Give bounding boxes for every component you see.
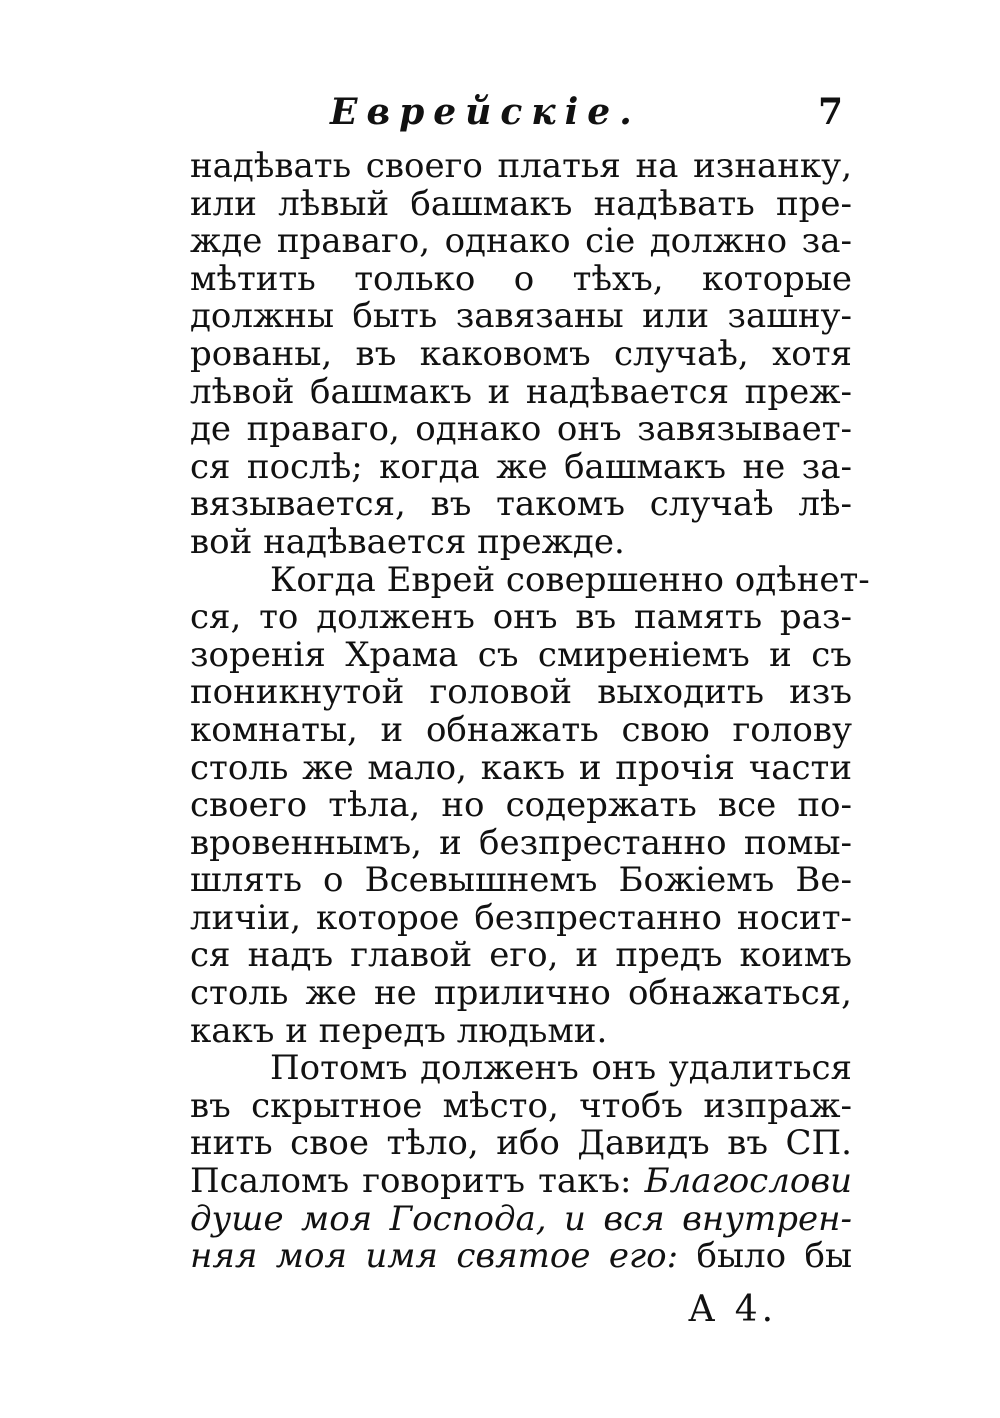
text-line: де праваго, однако онъ завязывает- [190,409,852,450]
running-title: Еврейскіе. [330,91,641,133]
text-line: ся, то долженъ онъ въ память раз- [190,597,852,638]
page-number: 7 [818,91,844,133]
text-line: столь же мало, какъ и прочія части [190,747,852,788]
text-line: поникнутой головой выходить изъ [190,672,852,713]
text-line: вой надѣвается прежде. [190,521,625,562]
text-line: жде праваго, однако сіе должно за- [190,221,852,262]
text-line: лѣвой башмакъ и надѣвается преж- [190,371,852,412]
text-line: въ скрытное мѣсто, чтобъ изпраж- [190,1085,852,1126]
italic-fragment: Благослови [644,1161,853,1202]
text-line: зоренія Храма съ смиреніемъ и съ [190,634,852,675]
text-line: вязывается, въ такомъ случаѣ лѣ- [190,484,852,525]
text-line: рованы, въ каковомъ случаѣ, хотя [190,333,852,374]
text-line: мѣтить только о тѣхъ, которые [190,258,852,299]
signature-mark: А 4. [688,1289,778,1330]
text-line: какъ и передъ людьми. [190,1010,608,1051]
text-line-mixed [190,1163,852,1201]
text-line: личіи, которое безпрестанно носит- [190,897,852,938]
text-line: должны быть завязаны или зашну- [190,296,852,337]
text-line: ся послѣ; когда же башмакъ не за- [190,446,852,487]
body-text [190,146,870,1277]
text-line: своего тѣла, но содержать все по- [190,785,852,826]
italic-fragment: душе моя Господа, и вся [190,1198,665,1239]
text-line: вровеннымъ, и безпрестанно помы- [190,822,852,863]
text-line: Потомъ долженъ онъ удалиться [270,1048,852,1089]
text-line: комнаты, и обнажать свою голову [190,709,852,750]
text-line: надѣвать своего платья на изнанку, [190,146,852,186]
text-fragment: было бы [696,1236,853,1277]
text-line: Когда Еврей совершенно одѣнет- [270,559,870,600]
text-line: или лѣвый башмакъ надѣвать пре- [190,183,852,224]
text-line-mixed [190,1238,852,1276]
italic-fragment: няя моя имя святое его: [190,1236,679,1277]
text-line-mixed [190,1198,853,1239]
text-line: нить свое тѣло, ибо Давидъ въ СП. [190,1123,852,1164]
text-line: ся надъ главой его, и предъ коимъ [190,935,852,976]
text-line: шлять о Всевышнемъ Божіемъ Ве- [190,860,852,901]
text-fragment: Псаломъ говоритъ такъ: [190,1161,632,1202]
text-line: столь же не прилично обнажаться, [190,973,852,1014]
italic-fragment: внутрен- [682,1198,853,1239]
